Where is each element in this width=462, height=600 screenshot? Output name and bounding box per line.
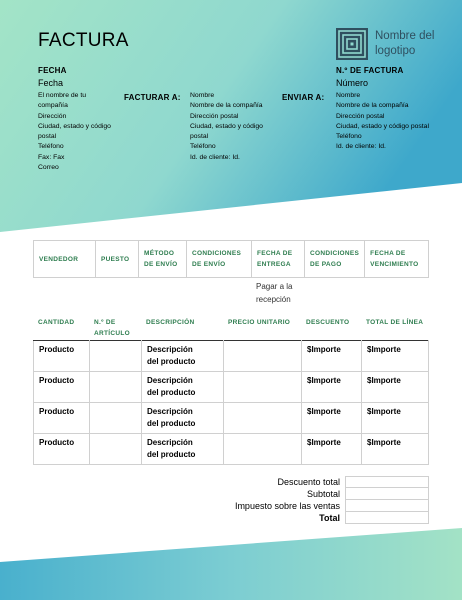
header-delivery-date: FECHA DE ENTREGA [252, 241, 305, 278]
cell-line-total: $Importe [362, 403, 429, 434]
total-discount-value [345, 476, 429, 488]
cell-item-number [90, 341, 142, 372]
header-item-number: N.º DE ARTÍCULO [94, 319, 130, 337]
cell-discount: $Importe [302, 434, 362, 465]
sales-tax-label: Impuesto sobre las ventas [234, 501, 340, 511]
header-description: DESCRIPCIÓN [146, 319, 195, 326]
cell-quantity: Producto [34, 372, 90, 403]
table-row [34, 434, 429, 465]
table-row [34, 403, 429, 434]
cell-discount: $Importe [302, 341, 362, 372]
bill-to-label: FACTURAR A: [124, 93, 181, 102]
header-shipping-method: MÉTODO DE ENVÍO [139, 241, 187, 278]
table-row [34, 341, 429, 372]
ship-to-address: Nombre Nombre de la compañía Dirección postal Ciudad, estado y código postal Teléfono Id. de cliente: Id. [336, 92, 429, 151]
subtotal-value [345, 488, 429, 500]
header-payment-terms: CONDICIONES DE PAGO [305, 241, 365, 278]
shipping-info-table [33, 240, 429, 278]
cell-item-number [90, 403, 142, 434]
cell-unit-price [224, 341, 302, 372]
cell-description: Descripción del producto [142, 403, 224, 434]
cell-line-total: $Importe [362, 372, 429, 403]
items-table [33, 340, 429, 465]
cell-unit-price [224, 372, 302, 403]
cell-discount: $Importe [302, 403, 362, 434]
logo-icon [336, 28, 368, 60]
cell-unit-price [224, 434, 302, 465]
invoice-number-value: Número [336, 78, 369, 88]
cell-description: Descripción del producto [142, 341, 224, 372]
cell-discount: $Importe [302, 372, 362, 403]
header-line-total: TOTAL DE LÍNEA [366, 319, 424, 326]
cell-description: Descripción del producto [142, 372, 224, 403]
page-title: FACTURA [38, 30, 129, 51]
header-quantity: CANTIDAD [38, 319, 75, 326]
logo-text: Nombre del logotipo [375, 30, 435, 57]
payment-terms-value: Pagar a la recepción [256, 282, 293, 304]
total-discount-label: Descuento total [277, 477, 340, 487]
sales-tax-value [345, 500, 429, 512]
bill-to-address: Nombre Nombre de la compañía Dirección postal Ciudad, estado y código postal Teléfono Id. de cliente: Id. [190, 92, 263, 161]
cell-quantity: Producto [34, 341, 90, 372]
header-salesperson: VENDEDOR [34, 241, 96, 278]
footer-gradient-band [0, 528, 462, 600]
date-label: FECHA [38, 66, 67, 75]
header-shipping-terms: CONDICIONES DE ENVÍO [187, 241, 252, 278]
invoice-number-label: N.º DE FACTURA [336, 66, 404, 75]
cell-item-number [90, 434, 142, 465]
ship-to-label: ENVIAR A: [282, 93, 325, 102]
table-row [34, 372, 429, 403]
cell-item-number [90, 372, 142, 403]
header-discount: DESCUENTO [306, 319, 350, 326]
items-table-header [33, 315, 429, 341]
sender-address: El nombre de tu compañía Dirección Ciudad, estado y código postal Teléfono Fax: Fax Correo [38, 92, 111, 172]
cell-line-total: $Importe [362, 341, 429, 372]
header-position: PUESTO [96, 241, 139, 278]
header-due-date: FECHA DE VENCIMIENTO [365, 241, 429, 278]
table-row [33, 315, 429, 341]
cell-quantity: Producto [34, 403, 90, 434]
table-row [34, 241, 429, 278]
cell-description: Descripción del producto [142, 434, 224, 465]
cell-unit-price [224, 403, 302, 434]
header-unit-price: PRECIO UNITARIO [228, 319, 291, 326]
total-value [345, 512, 429, 524]
cell-line-total: $Importe [362, 434, 429, 465]
subtotal-label: Subtotal [306, 489, 340, 499]
total-label: Total [319, 513, 340, 523]
cell-quantity: Producto [34, 434, 90, 465]
date-value: Fecha [38, 78, 64, 88]
